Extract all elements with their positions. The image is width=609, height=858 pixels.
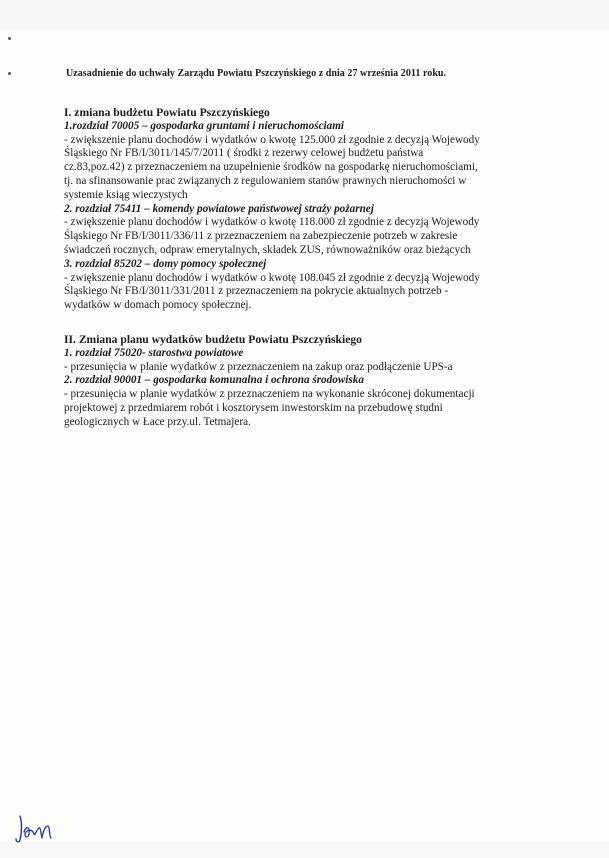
item-heading: 1. rozdział 75020- starostwa powiatowe: [64, 346, 244, 359]
body-line: - zwiększenie planu dochodów i wydatków o kwotę 125.000 zł zgodnie z decyzją Wojewody: [64, 133, 480, 146]
item-heading: 2. rozdział 90001 – gospodarka komunalna i ochrona środowiska: [64, 374, 364, 387]
margin-dot: [8, 37, 11, 40]
body-line: projektowej z przedmiarem robót i kosztorysem inwestorskim na przebudowę studni: [64, 401, 443, 414]
body-line: - przesunięcia w planie wydatków z przeznaczeniem na zakup oraz podłączenie UPS-a: [64, 360, 453, 373]
body-line: - zwiększenie planu dochodów i wydatków o kwotę 108.045 zł zgodnie z decyzją Wojewody: [64, 271, 480, 284]
margin-dot: [8, 72, 11, 75]
document-title: Uzasadnienie do uchwały Zarządu Powiatu Pszczyńskiego z dnia 27 września 2011 roku.: [66, 68, 447, 79]
item-heading: 1.rozdział 70005 – gospodarka gruntami i nieruchomościami: [64, 119, 345, 132]
section-heading: I. zmiana budżetu Powiatu Pszczyńskiego: [64, 106, 270, 119]
item-heading: 2. rozdział 75411 – komendy powiatowe państwowej straży pożarnej: [64, 202, 374, 215]
body-line: tj. na sfinansowanie prac związanych z regulowaniem stanów prawnych nieruchomości w: [64, 174, 467, 187]
body-line: świadczeń rocznych, odpraw emerytalnych, składek ZUS, równoważników oraz bieżących: [64, 243, 471, 256]
body-line: systemie ksiąg wieczystych: [64, 188, 188, 201]
section-spacer: [64, 313, 584, 333]
document-body: [64, 106, 584, 430]
body-line: Śląskiego Nr FB/I/3011/145/7/2011 ( środki z rezerwy celowej budżetu państwa: [64, 147, 424, 160]
section-heading: II. Zmiana planu wydatków budżetu Powiatu Pszczyńskiego: [64, 332, 362, 346]
body-line: - przesunięcia w planie wydatków z przeznaczeniem na wykonanie skróconej dokumentacji: [64, 388, 475, 401]
item-heading: 3. rozdział 85202 – domy pomocy społecznej: [64, 257, 267, 270]
body-line: - zwiększenie planu dochodów i wydatków o kwotę 118.000 zł zgodnie z decyzją Wojewody: [64, 216, 480, 229]
body-line: Śląskiego Nr FB/I/3011/336/11 z przeznaczeniem na zabezpieczenie potrzeb w zakresie: [64, 230, 458, 243]
body-line: cz.83,poz.42) z przeznaczeniem na uzupełnienie środków na gospodarkę nieruchomościami,: [64, 161, 478, 174]
section-expense-plan-change: [64, 333, 584, 430]
handwritten-initials: [14, 812, 58, 846]
section-budget-change: [64, 106, 584, 313]
body-line: geologicznych w Łace przy.ul. Tetmajera.: [64, 415, 251, 428]
body-line: Śląskiego Nr FB/I/3011/331/2011 z przeznaczeniem na pokrycie aktualnych potrzeb -: [64, 285, 449, 298]
body-line: wydatków w domach pomocy społecznej.: [64, 299, 252, 312]
